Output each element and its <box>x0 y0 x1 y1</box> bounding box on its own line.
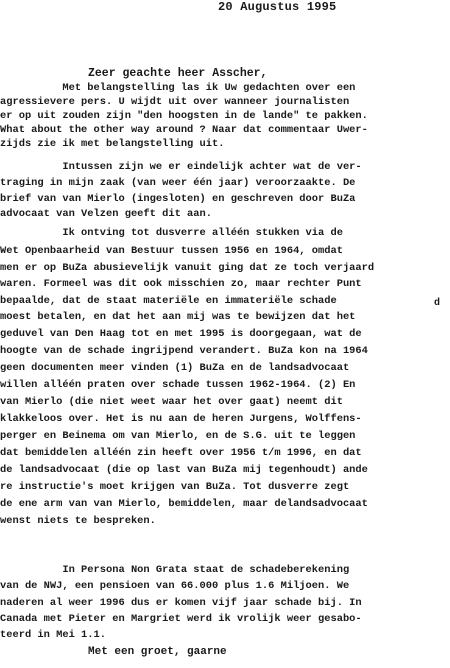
body-line: er op uit zouden zijn "den hoogsten in de lande" te pakken. <box>0 110 368 122</box>
body-line: hoogte van de schade ingrijpend verandert. BuZa kon na 1964 <box>0 345 368 357</box>
body-line: de landsadvocaat (die op last van BuZa mij tegenhoudt) ande <box>0 464 368 476</box>
body-line: de ene arm van van Mierlo, bemiddelen, maar delandsadvocaat <box>0 498 368 510</box>
body-line: wenst niets te bespreken. <box>0 515 156 527</box>
body-line: In Persona Non Grata staat de schadeberekening <box>0 564 350 576</box>
body-line: van de NWJ, een pensioen van 66.000 plus 1.6 Miljoen. We <box>0 580 350 592</box>
body-line: Met belangstelling las ik Uw gedachten over een <box>0 82 356 94</box>
body-line: re instructie's moet krijgen van BuZa. Tot dusverre zegt <box>0 481 350 493</box>
body-line: van Mierlo (die niet weet waar het over gaat) neemt dit <box>0 396 343 408</box>
handwritten-mark: d <box>434 298 441 309</box>
body-line: perger en Beinema om van Mierlo, en de S.G. uit te leggen <box>0 430 356 442</box>
body-line: geen documenten meer vinden (1) BuZa en de landsadvocaat <box>0 362 350 374</box>
body-line: naderen al weer 1996 dus er komen vijf jaar schade bij. In <box>0 597 362 609</box>
body-line: waren. Formeel was dit ook misschien zo, maar rechter Punt <box>0 278 362 290</box>
body-line: zijds zie ik met belangstelling uit. <box>0 138 225 150</box>
body-line: brief van van Mierlo (ingesloten) en geschreven door BuZa <box>0 193 356 205</box>
body-line: moest betalen, en dat het aan mij was te bewijzen dat het <box>0 311 356 323</box>
body-line: men er op BuZa abusievelijk vanuit ging dat ze toch verjaard <box>0 262 375 274</box>
body-line: bepaalde, dat de staat materiële en immateriële schade <box>0 295 337 307</box>
body-line: dat bemiddelen alléén zin heeft over 1956 t/m 1996, en dat <box>0 447 362 459</box>
body-line: klakkeloos over. Het is nu aan de heren Jurgens, Wolffens- <box>0 413 362 425</box>
body-line: willen alléén praten over schade tussen 1962-1964. (2) En <box>0 379 356 391</box>
body-line: Wet Openbaarheid van Bestuur tussen 1956 en 1964, omdat <box>0 245 343 257</box>
letter-date: 20 Augustus 1995 <box>218 0 337 14</box>
body-line: Ik ontving tot dusverre alléén stukken via de <box>0 227 343 239</box>
salutation: Zeer geachte heer Asscher, <box>88 67 268 80</box>
closing: Met een groet, gaarne <box>88 646 227 658</box>
body-line: geduvel van Den Haag tot en met 1995 is doorgegaan, wat de <box>0 328 362 340</box>
body-line: What about the other way around ? Naar dat commentaar Uwer- <box>0 124 368 136</box>
body-line: Canada met Pieter en Margriet werd ik vrolijk weer gesabo- <box>0 613 362 625</box>
body-line: agressievere pers. U wijdt uit over wanneer journalisten <box>0 96 350 108</box>
body-line: Intussen zijn we er eindelijk achter wat de ver- <box>0 161 362 173</box>
body-line: traging in mijn zaak (van weer één jaar) veroorzaakte. De <box>0 177 356 189</box>
body-line: teerd in Mei 1.1. <box>0 629 107 641</box>
body-line: advocaat van Velzen geeft dit aan. <box>0 208 213 220</box>
